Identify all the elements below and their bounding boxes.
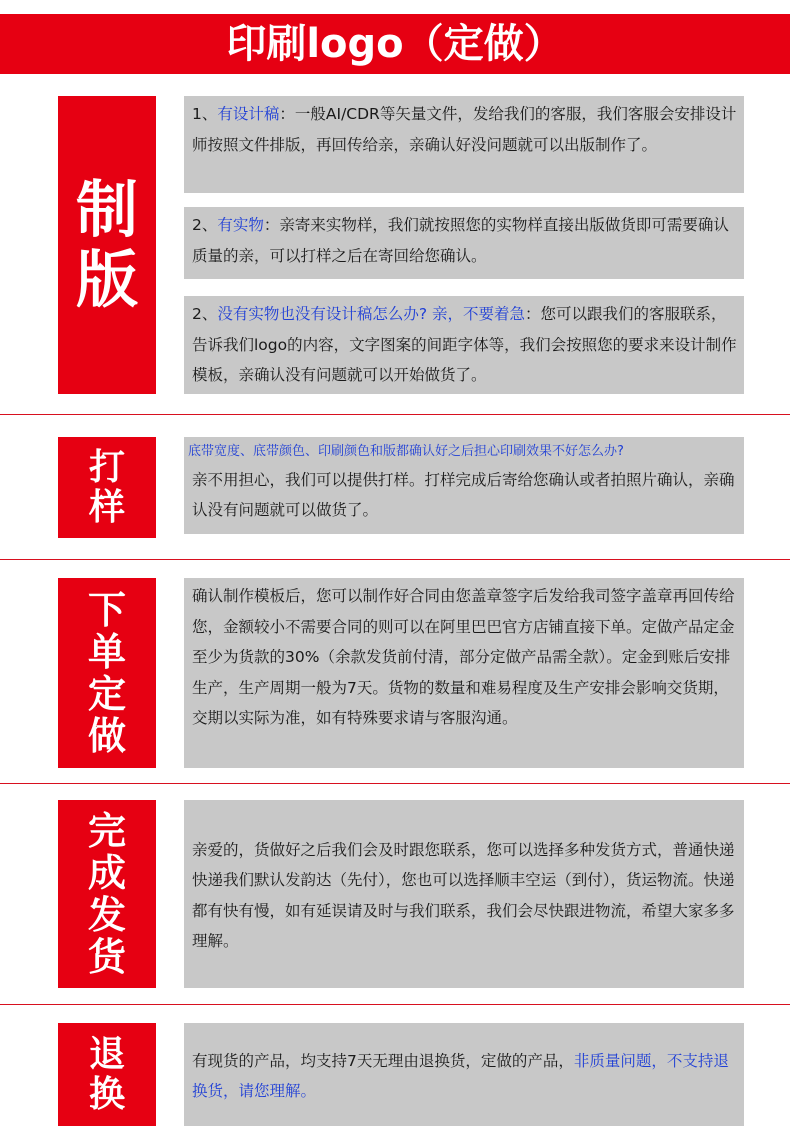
item-body: 您可以跟我们的客服联系，告诉我们logo的内容，文字图案的间距字体等，我们会按照您的要求来设计制作模板，亲确认没有问题就可以开始做货了。 bbox=[192, 305, 737, 384]
item-body: 一般AI/CDR等矢量文件，发给我们的客服，我们客服会安排设计师按照文件排版，再回传给亲，亲确认好没问题就可以出版制作了。 bbox=[192, 105, 737, 154]
section-label-zhiban bbox=[58, 96, 156, 394]
info-box-no-sample bbox=[184, 296, 744, 394]
section-divider bbox=[0, 783, 790, 784]
label-char: 货 bbox=[87, 935, 126, 979]
section-divider bbox=[0, 414, 790, 415]
section-label-tuihuan bbox=[58, 1023, 156, 1126]
label-char: 成 bbox=[87, 851, 126, 895]
info-box-physical-sample bbox=[184, 207, 744, 279]
label-char: 定 bbox=[87, 672, 126, 716]
section-label-dayang bbox=[58, 437, 156, 538]
item-body: 亲寄来实物样，我们就按照您的实物样直接出版做货即可需要确认质量的亲，可以打样之后在寄回给您确认。 bbox=[192, 216, 729, 265]
label-char: 退 bbox=[88, 1033, 125, 1075]
shipping-text: 亲爱的，货做好之后我们会及时跟您联系，您可以选择多种发货方式，普通快递快递我们默认发韵达（先付），您也可以选择顺丰空运（到付），货运物流。快递都有快有慢，如有延误请及时与我们联系，我们会尽快跟进物流，希望大家多多理解。 bbox=[192, 840, 735, 950]
section-label-fahuo bbox=[58, 800, 156, 988]
item-heading: 有设计稿 bbox=[217, 105, 280, 123]
item-separator: ： bbox=[279, 105, 295, 123]
item-separator: ： bbox=[263, 216, 280, 234]
section-divider bbox=[0, 1004, 790, 1005]
proofing-question: 底带宽度、底带颜色、印刷颜色和版都确认好之后担心印刷效果不好怎么办? bbox=[188, 444, 624, 459]
item-number: 2、 bbox=[192, 216, 218, 234]
label-char: 版 bbox=[75, 243, 138, 316]
label-char: 完 bbox=[87, 809, 126, 853]
returns-highlight: 非质量问题，不支持退换货，请您理解。 bbox=[192, 1051, 729, 1100]
label-char: 制 bbox=[75, 173, 138, 246]
label-char: 单 bbox=[87, 630, 126, 674]
returns-text: 有现货的产品，均支持7天无理由退换货，定做的产品， bbox=[192, 1051, 574, 1070]
label-char: 下 bbox=[87, 588, 126, 632]
info-box-design-file bbox=[184, 96, 744, 193]
section-divider bbox=[0, 559, 790, 560]
info-box-shipping bbox=[184, 800, 744, 988]
info-box-proofing bbox=[184, 437, 744, 534]
item-heading: 有实物 bbox=[217, 216, 264, 234]
info-box-returns bbox=[184, 1023, 744, 1126]
item-separator: ： bbox=[525, 305, 541, 323]
label-char: 做 bbox=[87, 714, 126, 758]
section-label-xiadan bbox=[58, 578, 156, 768]
label-char: 发 bbox=[87, 893, 126, 937]
proofing-answer: 亲不用担心，我们可以提供打样。打样完成后寄给您确认或者拍照片确认，亲确认没有问题就可以做货了。 bbox=[192, 471, 735, 519]
label-char: 样 bbox=[88, 486, 125, 528]
item-heading: 没有实物也没有设计稿怎么办? 亲，不要着急 bbox=[217, 305, 526, 323]
ordering-text: 确认制作模板后，您可以制作好合同由您盖章签字后发给我司签字盖章再回传给您，金额较小不需要合同的则可以在阿里巴巴官方店铺直接下单。定做产品定金至少为货款的30%（余款发货前付清，部分定做产品需全款）。定金到账后安排生产，生产周期一般为7天。货物的数量和难易程度及生产安排会影响交货期，交期以实际为准，如有特殊要求请与客服沟通。 bbox=[192, 587, 735, 727]
item-number: 1、 bbox=[192, 105, 218, 123]
page-title: 印刷logo（定做） bbox=[0, 14, 790, 74]
label-char: 打 bbox=[88, 446, 125, 488]
item-number: 2、 bbox=[192, 305, 218, 323]
label-char: 换 bbox=[88, 1073, 125, 1115]
info-box-ordering bbox=[184, 578, 744, 768]
